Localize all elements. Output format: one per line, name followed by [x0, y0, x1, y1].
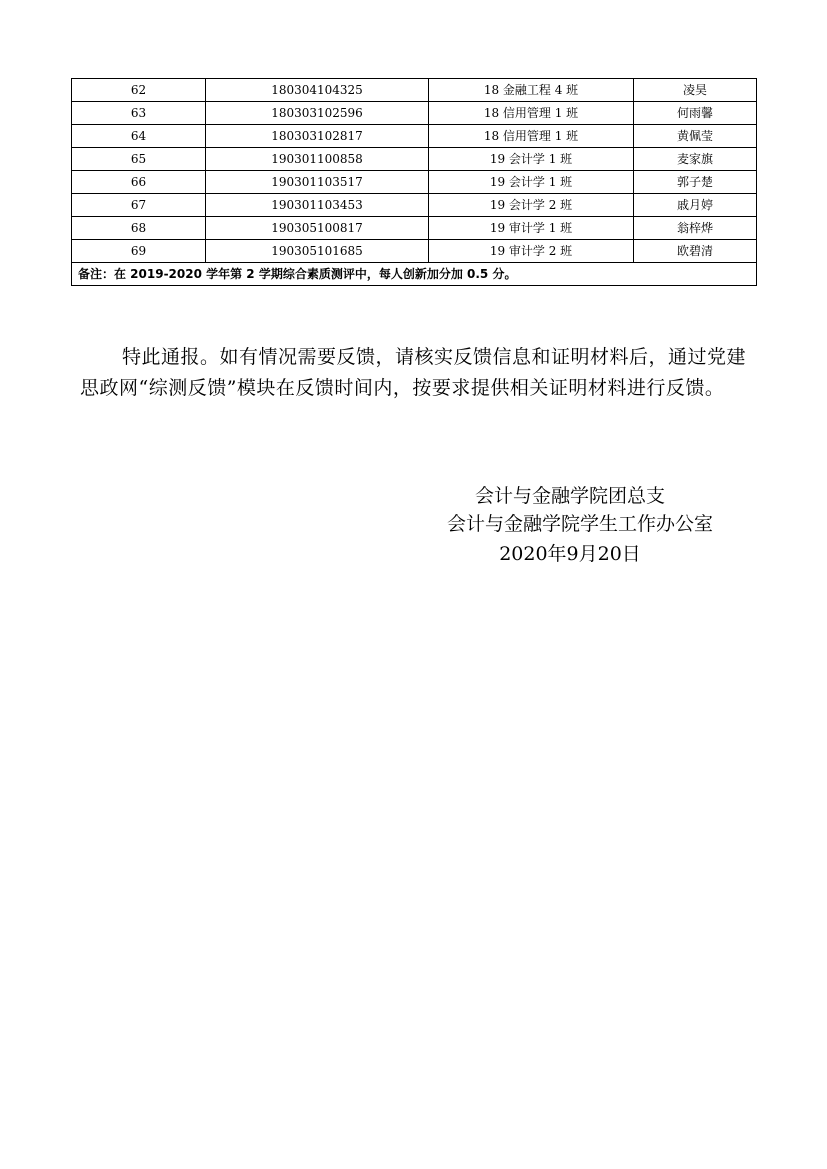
- cell-name: 麦家旗: [634, 148, 757, 171]
- table-row: [72, 194, 757, 217]
- table-row: [72, 125, 757, 148]
- cell-student-id: 190301100858: [206, 148, 429, 171]
- cell-name: 黄佩莹: [634, 125, 757, 148]
- cell-student-id: 180304104325: [206, 79, 429, 102]
- cell-student-id: 190305100817: [206, 217, 429, 240]
- cell-class: 18 信用管理 1 班: [429, 102, 634, 125]
- cell-student-id: 190301103517: [206, 171, 429, 194]
- table-note: 备注：在 2019-2020 学年第 2 学期综合素质测评中，每人创新加分加 0.5 分。: [72, 263, 757, 286]
- cell-number: 68: [72, 217, 206, 240]
- cell-name: 欧碧清: [634, 240, 757, 263]
- cell-name: 戚月婷: [634, 194, 757, 217]
- cell-class: 18 信用管理 1 班: [429, 125, 634, 148]
- cell-student-id: 180303102817: [206, 125, 429, 148]
- cell-name: 郭子楚: [634, 171, 757, 194]
- cell-number: 62: [72, 79, 206, 102]
- cell-class: 18 金融工程 4 班: [429, 79, 634, 102]
- table-row: [72, 240, 757, 263]
- cell-class: 19 审计学 1 班: [429, 217, 634, 240]
- cell-name: 凌昊: [634, 79, 757, 102]
- signature-org-2: 会计与金融学院学生工作办公室: [446, 513, 713, 535]
- cell-number: 65: [72, 148, 206, 171]
- cell-number: 67: [72, 194, 206, 217]
- award-table-container: [71, 78, 756, 286]
- cell-name: 翁梓烨: [634, 217, 757, 240]
- cell-student-id: 190301103453: [206, 194, 429, 217]
- notice-paragraph: [80, 342, 750, 404]
- cell-name: 何雨馨: [634, 102, 757, 125]
- table-row: [72, 217, 757, 240]
- cell-class: 19 审计学 2 班: [429, 240, 634, 263]
- table-body: [72, 79, 757, 263]
- cell-student-id: 180303102596: [206, 102, 429, 125]
- table-row: [72, 102, 757, 125]
- signature-org-1: 会计与金融学院团总支: [474, 485, 665, 507]
- table-row: [72, 79, 757, 102]
- award-table: [71, 78, 757, 286]
- cell-number: 66: [72, 171, 206, 194]
- cell-student-id: 190305101685: [206, 240, 429, 263]
- cell-number: 63: [72, 102, 206, 125]
- cell-number: 69: [72, 240, 206, 263]
- cell-class: 19 会计学 1 班: [429, 171, 634, 194]
- table-row: [72, 148, 757, 171]
- notice-text: 特此通报。如有情况需要反馈，请核实反馈信息和证明材料后，通过党建思政网“综测反馈”模块在反馈时间内，按要求提供相关证明材料进行反馈。: [80, 346, 747, 399]
- cell-number: 64: [72, 125, 206, 148]
- cell-class: 19 会计学 1 班: [429, 148, 634, 171]
- note-row: [72, 263, 757, 286]
- signature-date: 2020年9月20日: [499, 543, 641, 565]
- cell-class: 19 会计学 2 班: [429, 194, 634, 217]
- table-row: [72, 171, 757, 194]
